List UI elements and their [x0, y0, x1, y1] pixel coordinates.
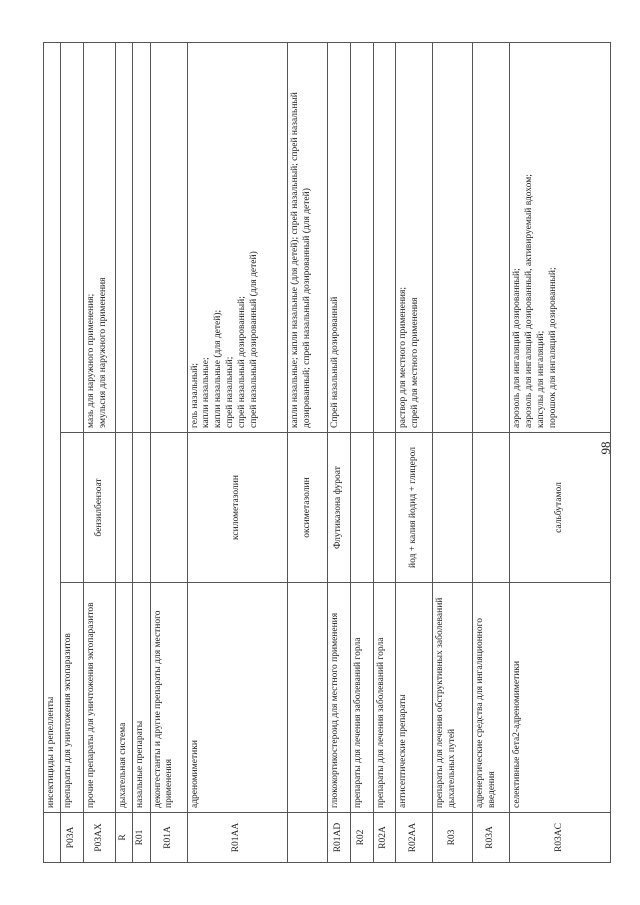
table-row — [115, 42, 132, 862]
dosage-form-line: спрей назальный; — [225, 356, 236, 428]
dosage-form-line: раствор для местного применения; — [398, 286, 409, 428]
atc-code-cell: R02 — [350, 813, 373, 863]
page-number: 98 — [598, 441, 613, 455]
atc-code-cell: R02AA — [396, 813, 433, 863]
dosage-forms-cell — [473, 42, 510, 432]
atc-code-cell: R01AD — [328, 813, 351, 863]
dosage-forms-cell — [187, 42, 288, 432]
group-name-cell: прочие препараты для уничтожения эктопаразитов — [84, 583, 116, 813]
table-row — [510, 42, 611, 862]
drug-name-cell: Флутиказона фуроат — [328, 433, 351, 583]
dosage-forms-cell — [61, 42, 84, 432]
atc-code-cell: R01 — [133, 813, 150, 863]
dosage-form-line: спрей назальный дозированный; — [237, 296, 248, 428]
dosage-forms-cell — [115, 42, 132, 432]
drug-name-cell — [115, 433, 132, 583]
dosage-form-line: капли назальные; капли назальные (для детей); спрей назальный; спрей назальный дозированный; спрей назальный дозированный (для детей) — [290, 92, 313, 428]
dosage-forms-cell — [396, 42, 433, 432]
dosage-form-line: порошок для ингаляций дозированный; — [547, 267, 558, 428]
dosage-form-line: Спрей назальный дозированный — [330, 296, 341, 428]
group-name-cell: препараты для уничтожения эктопаразитов — [61, 583, 84, 813]
dosage-form-line: капли назальные; — [201, 357, 212, 428]
drug-name-cell: сальбутамол — [510, 433, 611, 583]
group-name-cell: адреномиметики — [187, 583, 288, 813]
dosage-forms-cell — [84, 42, 116, 432]
table-row — [433, 42, 473, 862]
group-name-cell: препараты для лечения обструктивных заболеваний дыхательных путей — [433, 583, 473, 813]
atc-code-cell — [288, 813, 328, 863]
table-row — [133, 42, 150, 862]
group-name-cell: назальные препараты — [133, 583, 150, 813]
drug-name-cell — [350, 433, 373, 583]
dosage-form-line: спрей для местного применения — [409, 297, 420, 428]
atc-code-cell: R — [115, 813, 132, 863]
dosage-forms-cell — [350, 42, 373, 432]
group-name-cell: антисептические препараты — [396, 583, 433, 813]
atc-code-cell: R03A — [473, 813, 510, 863]
atc-code-cell: R02A — [373, 813, 396, 863]
group-name-cell: адренергические средства для ингаляционного введения — [473, 583, 510, 813]
drug-name-cell — [473, 433, 510, 583]
dosage-form-line: эмульсия для наружного применения — [97, 277, 108, 428]
table-row — [150, 42, 187, 862]
drug-name-cell: ксилометазолин — [187, 433, 288, 583]
group-name-cell: дыхательная система — [115, 583, 132, 813]
table-row — [328, 42, 351, 862]
dosage-forms-cell — [150, 42, 187, 432]
dosage-forms-cell — [328, 42, 351, 432]
table-row — [187, 42, 288, 862]
drug-name-cell — [433, 433, 473, 583]
drug-name-cell: йод + калия йодид + глицерол — [396, 433, 433, 583]
group-name-cell: деконгестанты и другие препараты для местного применения — [150, 583, 187, 813]
atc-code-cell: R03AC — [510, 813, 611, 863]
dosage-form-line: капли назальные (для детей); — [213, 309, 224, 428]
drug-name-cell — [133, 433, 150, 583]
atc-code-cell: P03A — [61, 813, 84, 863]
group-name-cell: препараты для лечения заболеваний горла — [373, 583, 396, 813]
dosage-form-line: аэрозоль для ингаляций дозированный; — [512, 268, 523, 428]
table-row — [350, 42, 373, 862]
dosage-forms-cell — [133, 42, 150, 432]
group-name-cell — [288, 583, 328, 813]
dosage-forms-cell — [288, 42, 328, 432]
table-row — [84, 42, 116, 862]
rotated-page — [43, 43, 611, 863]
atc-code-cell: R01A — [150, 813, 187, 863]
table-body — [44, 42, 611, 862]
group-name-cell: инсектициды и репелленты — [44, 42, 61, 812]
dosage-form-line: аэрозоль для ингаляций дозированный, активируемый вдохом; — [524, 174, 534, 428]
atc-code-cell: R03 — [433, 813, 473, 863]
group-name-cell: препараты для лечения заболеваний горла — [350, 583, 373, 813]
atc-code-cell: P03AX — [84, 813, 116, 863]
drug-name-cell: бензилбензоат — [84, 433, 116, 583]
table-row — [396, 42, 433, 862]
drug-name-cell — [373, 433, 396, 583]
medicines-table — [43, 42, 611, 863]
dosage-form-line: спрей назальный дозированный (для детей) — [248, 251, 259, 428]
dosage-form-line: мазь для наружного применения; — [86, 293, 97, 428]
group-name-cell: селективные бета2-адреномиметики — [510, 583, 611, 813]
table-row — [473, 42, 510, 862]
dosage-forms-cell — [373, 42, 396, 432]
drug-name-cell: оксиметазолин — [288, 433, 328, 583]
dosage-form-line: гель назальный; — [189, 362, 200, 428]
drug-name-cell — [61, 433, 84, 583]
drug-name-cell — [150, 433, 187, 583]
table-row — [288, 42, 328, 862]
dosage-form-line: капсулы для ингаляций; — [535, 330, 546, 428]
table-row — [61, 42, 84, 862]
group-name-cell: глюкокортикостероид для местного применения — [328, 583, 351, 813]
dosage-forms-cell — [433, 42, 473, 432]
code-cell — [44, 813, 61, 863]
table-row — [373, 42, 396, 862]
table-row — [44, 42, 61, 862]
atc-code-cell: R01AA — [187, 813, 288, 863]
dosage-forms-cell — [510, 42, 611, 432]
